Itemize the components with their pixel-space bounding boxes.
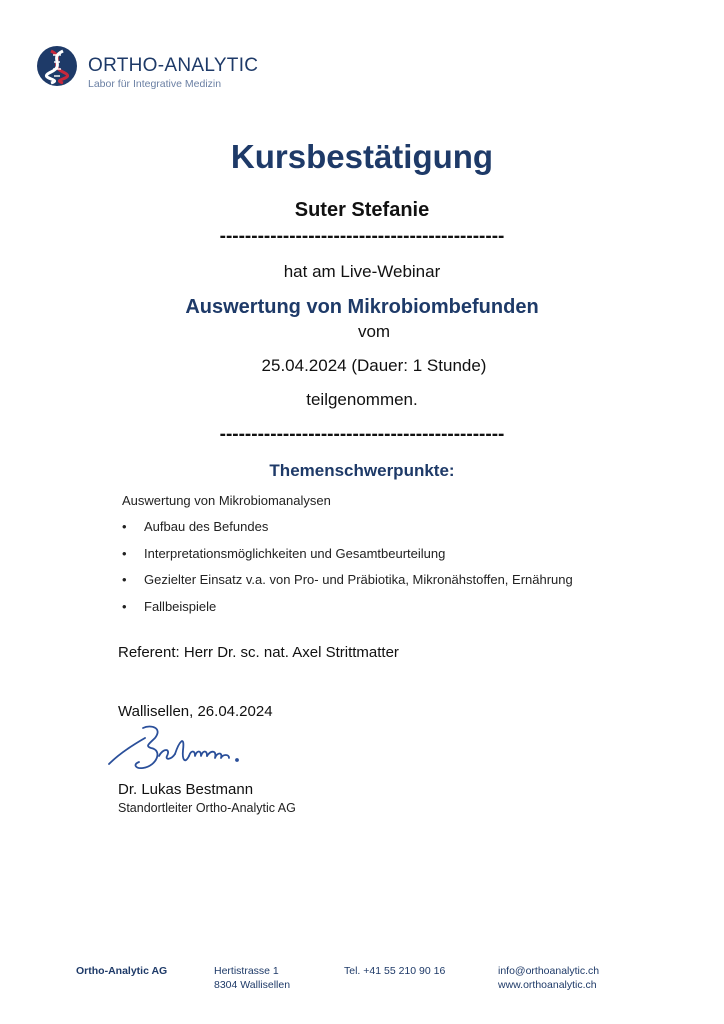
separator-top: --------------------------------------------- bbox=[219, 226, 505, 247]
attendance-line: teilgenommen. bbox=[306, 390, 418, 409]
bullet-icon: • bbox=[122, 519, 127, 534]
footer-company: Ortho-Analytic AG bbox=[76, 965, 168, 977]
participant-name: Suter Stefanie bbox=[294, 199, 430, 221]
signer-role: Standortleiter Ortho-Analytic AG bbox=[118, 801, 296, 815]
topic-text: Fallbeispiele bbox=[144, 598, 217, 614]
bullet-icon: • bbox=[122, 572, 127, 587]
separator-bottom: --------------------------------------------- bbox=[219, 424, 505, 445]
handwritten-signature bbox=[105, 720, 255, 782]
company-tagline: Labor für Integrative Medizin bbox=[88, 78, 222, 90]
footer-street: Hertistrasse 1 bbox=[214, 965, 279, 977]
topics-intro: Auswertung von Mikrobiomanalysen bbox=[122, 493, 331, 508]
footer-web-link[interactable]: www.orthoanalytic.ch bbox=[498, 979, 597, 991]
company-logo bbox=[36, 45, 296, 95]
list-item bbox=[122, 546, 573, 573]
list-item bbox=[122, 599, 573, 626]
footer-phone: Tel. +41 55 210 90 16 bbox=[344, 965, 446, 977]
referent-line: Referent: Herr Dr. sc. nat. Axel Strittmatter bbox=[118, 644, 399, 661]
topic-text: Interpretationsmöglichkeiten und Gesamtbeurteilung bbox=[144, 545, 446, 561]
webinar-line: hat am Live-Webinar bbox=[283, 262, 441, 281]
footer-contact bbox=[498, 964, 599, 992]
bullet-icon: • bbox=[122, 598, 127, 614]
topic-text: Aufbau des Befundes bbox=[144, 519, 269, 534]
topics-heading: Themenschwerpunkte: bbox=[269, 461, 455, 480]
place-date: Wallisellen, 26.04.2024 bbox=[118, 703, 273, 720]
footer-city: 8304 Wallisellen bbox=[214, 979, 291, 991]
topics-list bbox=[122, 519, 573, 625]
course-title: Auswertung von Mikrobiombefunden bbox=[185, 296, 539, 318]
footer-email-link[interactable]: info@orthoanalytic.ch bbox=[498, 965, 600, 977]
company-name: ORTHO-ANALYTIC bbox=[88, 55, 259, 76]
dna-helix-icon bbox=[36, 45, 78, 87]
list-item bbox=[122, 519, 573, 546]
certificate-title: Kursbestätigung bbox=[230, 138, 494, 175]
course-date: 25.04.2024 (Dauer: 1 Stunde) bbox=[261, 356, 487, 375]
topic-text: Gezielter Einsatz v.a. von Pro- und Präbiotika, Mikronähstoffen, Ernährung bbox=[144, 572, 573, 587]
signer-name: Dr. Lukas Bestmann bbox=[118, 781, 254, 798]
footer-address bbox=[214, 964, 290, 992]
bullet-icon: • bbox=[122, 545, 127, 561]
vom-line: vom bbox=[357, 322, 391, 341]
list-item bbox=[122, 572, 573, 599]
